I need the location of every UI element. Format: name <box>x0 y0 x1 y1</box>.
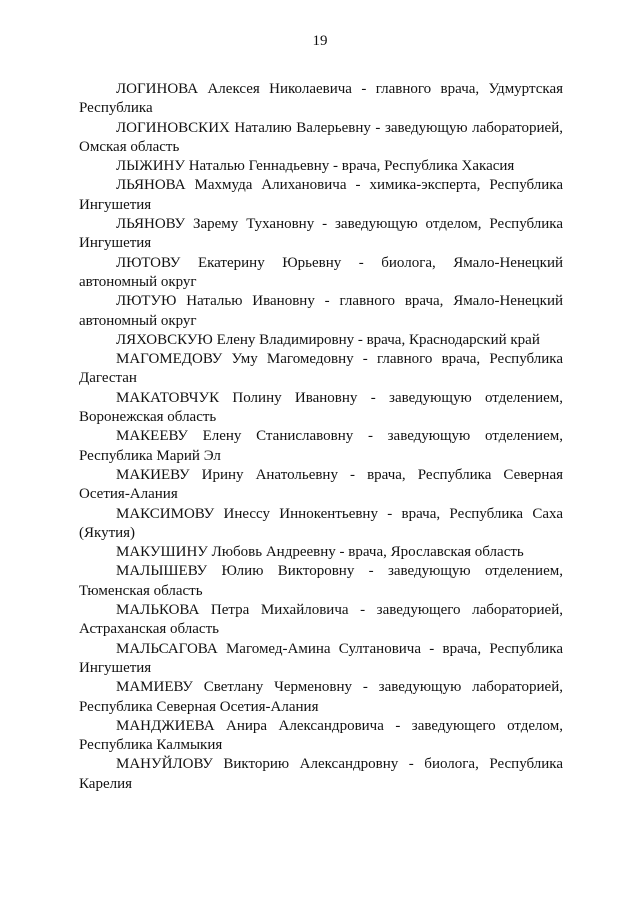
page-number: 19 <box>312 33 328 49</box>
list-item: МАНУЙЛОВУ Викторию Александровну - биолога, Республика Карелия <box>79 756 563 792</box>
list-item: МАКИЕВУ Ирину Анатольевну - врача, Республика Северная Осетия-Алания <box>79 466 563 503</box>
list-item: МАНДЖИЕВА Анира Александровича - заведующего отделом, Республика Калмыкия <box>79 717 563 754</box>
list-item: МАКАТОВЧУК Полину Ивановну - заведующую отделением, Воронежская область <box>79 389 563 426</box>
list-item: МАКЕЕВУ Елену Станиславовну - заведующую отделением, Республика Марий Эл <box>79 428 563 464</box>
list-item: МАГОМЕДОВУ Уму Магомедовну - главного врача, Республика Дагестан <box>79 351 563 387</box>
list-item: ЛЬЯНОВА Махмуда Алихановича - химика-эксперта, Республика Ингушетия <box>79 177 563 213</box>
list-item: ЛЬЯНОВУ Зарему Тухановну - заведующую отделом, Республика Ингушетия <box>79 216 563 252</box>
list-item: ЛЯХОВСКУЮ Елену Владимировну - врача, Краснодарский край <box>116 331 540 348</box>
list-item: МАЛЬКОВА Петра Михайловича - заведующего лабораторией, Астраханская область <box>79 602 563 638</box>
list-item: МАКУШИНУ Любовь Андреевну - врача, Ярославская область <box>116 544 524 561</box>
list-item: ЛЫЖИНУ Наталью Геннадьевну - врача, Республика Хакасия <box>116 158 515 175</box>
entry-list <box>79 80 563 794</box>
list-item: ЛЮТОВУ Екатерину Юрьевну - биолога, Ямало-Ненецкий автономный округ <box>79 254 563 290</box>
list-item: ЛЮТУЮ Наталью Ивановну - главного врача, Ямало-Ненецкий автономный округ <box>79 293 563 329</box>
list-item: МАКСИМОВУ Инессу Иннокентьевну - врача, Республика Саха (Якутия) <box>79 505 563 541</box>
list-item: МАЛЬСАГОВА Магомед-Амина Султановича - врача, Республика Ингушетия <box>79 640 563 676</box>
list-item: МАЛЫШЕВУ Юлию Викторовну - заведующую отделением, Тюменская область <box>79 563 563 599</box>
list-item: ЛОГИНОВСКИХ Наталию Валерьевну - заведующую лабораторией, Омская область <box>79 119 563 155</box>
list-item: ЛОГИНОВА Алексея Николаевича - главного врача, Удмуртская Республика <box>79 81 563 117</box>
list-item: МАМИЕВУ Светлану Черменовну - заведующую лабораторией, Республика Северная Осетия-Алания <box>79 679 563 715</box>
